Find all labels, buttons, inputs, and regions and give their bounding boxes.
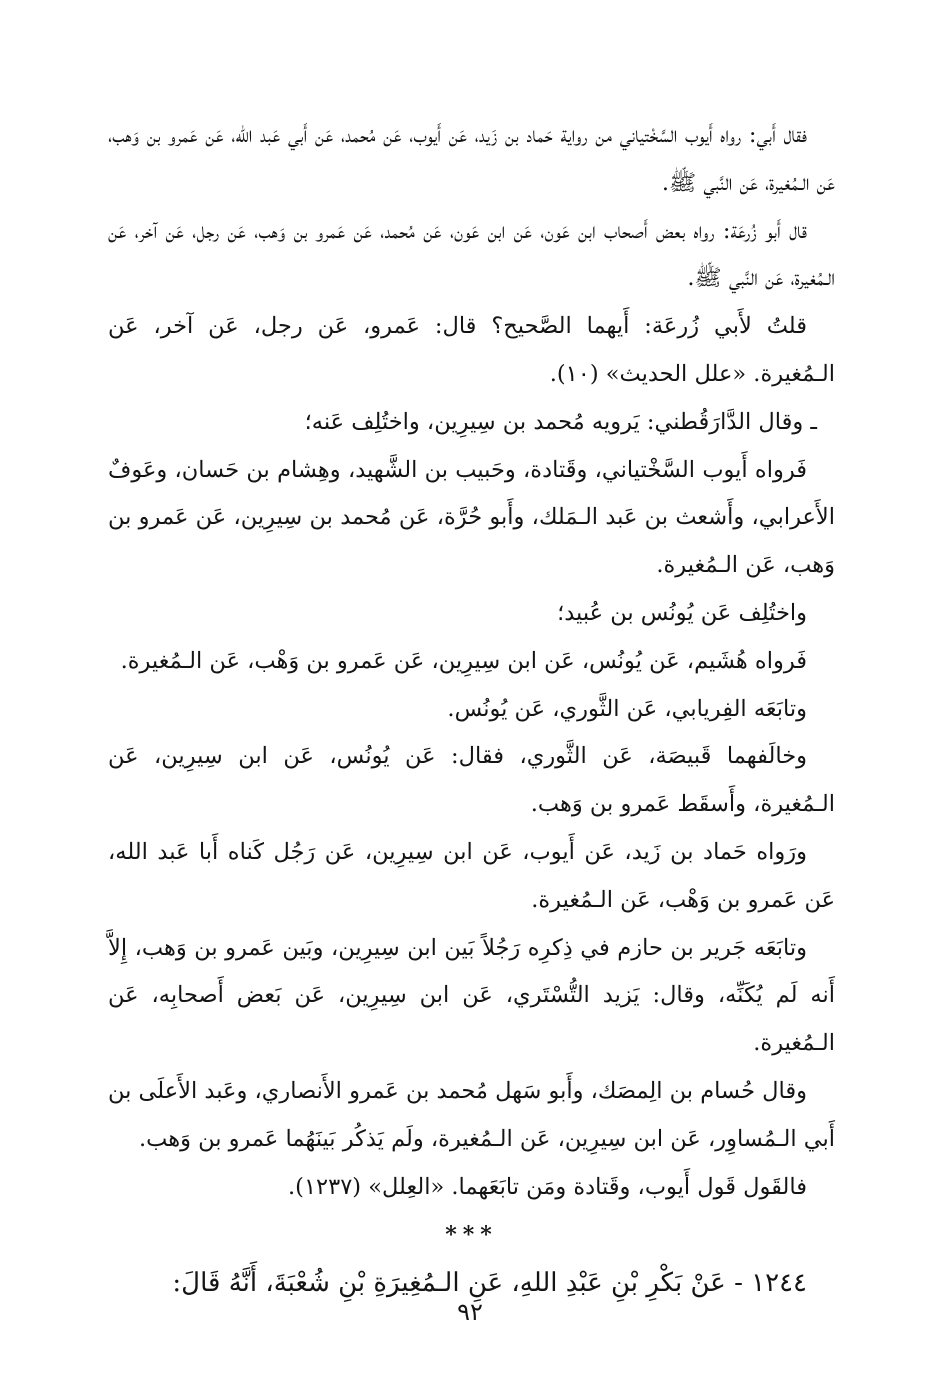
paragraph-husam: وقال حُسام بن الِمصَك، وأَبو سَهل مُحمد بن عَمرو الأَنصاري، وعَبد الأَعلَى بن أَبي الـمُساوِر، عَن ابن سِيرِين، عَن الـمُغيرة، ولَم يَذكُر بَينَهُما عَمرو بن وَهب.: [108, 1077, 835, 1152]
main-text: [108, 112, 835, 1309]
paragraph-firyabi: وتابَعَه الفِريابي، عَن الثَّوري، عَن يُونُس.: [447, 695, 807, 722]
paragraph-ayyub-narrators: فَرواه أَيوب السَّخْتياني، وقَتادة، وحَبيب بن الشَّهيد، وهِشام بن حَسان، وعَوفٌ الأَعرابي، وأَشعث بن عَبد الـمَلك، وأَبو حُرَّة، عَن مُحمد بن سِيرِين، عَن عَمرو بن وَهب، عَن الـمُغيرة.: [108, 456, 835, 579]
paragraph-hushaym: فَرواه هُشَيم، عَن يُونُس، عَن ابن سِيرِين، عَن عَمرو بن وَهْب، عَن الـمُغيرة.: [120, 647, 807, 674]
paragraph-question: قلتُ لأَبي زُرعَة: أَيهما الصَّحيح؟ قال: عَمرو، عَن رجل، عَن آخر، عَن الـمُغيرة. «علل الحديث» (١٠).: [108, 313, 835, 387]
page-number: ٩٢: [457, 1298, 483, 1326]
hadith-heading: ١٢٤٤ - عَنْ بَكْرِ بْنِ عَبْدِ اللهِ، عَنِ الـمُغِيرَةِ بْنِ شُعْبَةَ، أَنَّهُ قَالَ:: [172, 1268, 807, 1299]
paragraph-abu-hatim: فقال أَبي: رواه أَيوب السَّخْتياني من رواية حَماد بن زَيد، عَن أَيوب، عَن مُحمد، عَن أَبي عَبد الله، عَن عَمرو بن وَهب، عَن الـمُغيرة، عَن النَّبي ﷺ.: [108, 122, 835, 196]
paragraph-conclusion: فالقَول قَول أَيوب، وقَتادة ومَن تابَعَهما. «العِلل» (١٢٣٧).: [288, 1173, 807, 1200]
section-separator: ***: [445, 1222, 498, 1249]
paragraph-abu-zura: قال أَبو زُرعَة: رواه بعض أَصحاب ابن عَون، عَن ابن عَون، عَن مُحمد، عَن عَمرو بن وَهب، عَن رجل، عَن آخر، عَن الـمُغيرة، عَن النَّبي ﷺ.: [108, 217, 835, 292]
paragraph-qabisa: وخالَفهما قَبيصَة، عَن الثَّوري، فقال: عَن يُونُس، عَن ابن سِيرِين، عَن الـمُغيرة، وأَسقَط عَمرو بن وَهب.: [108, 743, 835, 818]
paragraph-daraqutni: ـ وقال الدَّارَقُطني: يَرويه مُحمد بن سِيرِين، واختُلِف عَنه؛: [304, 408, 817, 435]
paragraph-hammad: ورَواه حَماد بن زَيد، عَن أَيوب، عَن ابن سِيرِين، عَن رَجُل كَناه أَبا عَبد الله، عَن عَمرو بن وَهْب، عَن الـمُغيرة.: [108, 838, 835, 913]
paragraph-jarir: وتابَعَه جَرير بن حازم في ذِكرِه رَجُلاً بَين ابن سِيرِين، وبَين عَمرو بن وَهب، إِلاَّ أَنه لَم يُكَنِّه، وقال: يَزيد التُّسْتَري، عَن ابن سِيرِين، عَن بَعض أَصحابِه، عَن الـمُغيرة.: [108, 934, 835, 1057]
paragraph-yunus-difference: واختُلِف عَن يُونُس بن عُبيد؛: [557, 599, 807, 626]
